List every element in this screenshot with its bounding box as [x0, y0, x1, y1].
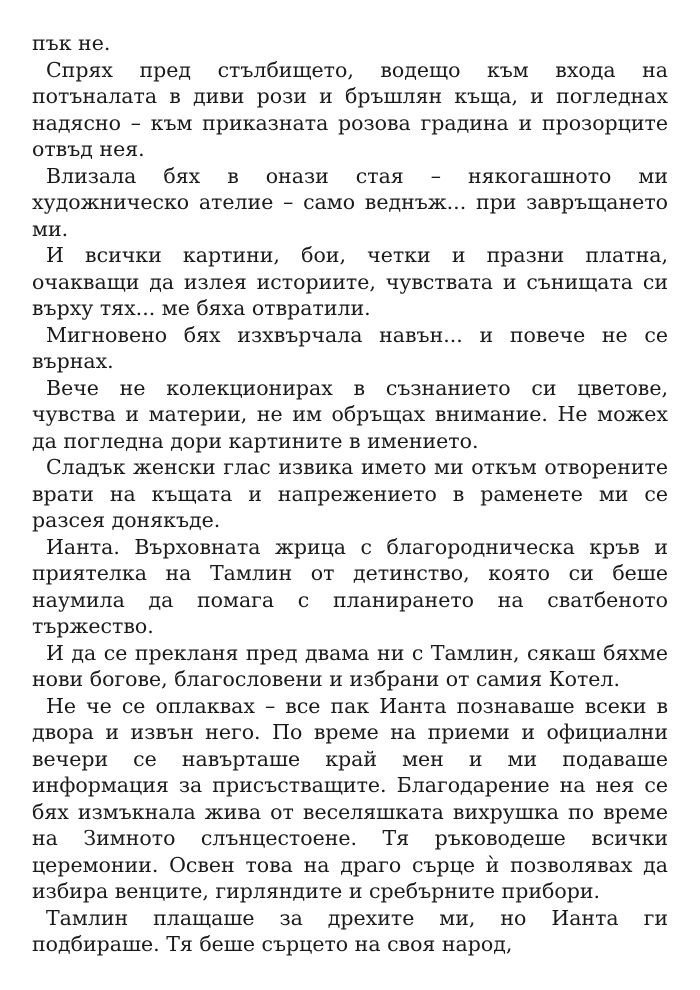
- paragraph: Мигновено бях изхвърчала навън... и повече не се върнах.: [32, 322, 668, 373]
- paragraph: Вече не колекционирах в съзнанието си цветове, чувства и материи, не им обръщах внимание. Не можех да погледна дори картините в имението.: [32, 375, 668, 453]
- paragraph: Тамлин плащаше за дрехите ми, но Ианта ги подбираше. Тя беше сърцето на своя народ,: [32, 905, 668, 956]
- paragraph: Сладък женски глас извика името ми откъм отворените врати на къщата и напрежението в раменете ми се разсея донякъде.: [32, 455, 668, 532]
- paragraph: Ианта. Върховната жрица с благородническа кръв и приятелка на Тамлин от детинство, която си беше наумила да помага с планирането на сватбеното тържество.: [32, 534, 668, 638]
- paragraph: Спрях пред стълбището, водещо към входа на потъналата в диви рози и бръшлян къща, и погледнах надясно – към приказната розова градина и прозорците отвъд нея.: [32, 57, 668, 161]
- paragraph-continuation: пък не.: [32, 31, 111, 55]
- book-page: [32, 30, 668, 958]
- paragraph: Влизала бях в онази стая – някогашното ми художническо ателие – само веднъж... при завръщането ми.: [32, 163, 668, 241]
- paragraph: Не че се оплаквах – все пак Ианта познаваше всеки в двора и извън него. По време на приеми и официални вечери се навърташе край мен и ми подаваше информация за присъстващите. Благодарение на нея се бях измъкнала жива от веселяшката вихрушка по време на Зимното слънцестоене. Тя ръководеше всички церемонии. Освен това на драго сърце ѝ позволявах да избира венците, гирляндите и сребърните прибори.: [32, 693, 668, 903]
- paragraph: И всички картини, бои, четки и празни платна, очакващи да излея историите, чувствата и сънищата си върху тях... ме бяха отвратили.: [32, 243, 668, 320]
- paragraph: И да се прекланя пред двама ни с Тамлин, сякаш бяхме нови богове, благословени и избрани от самия Котел.: [32, 640, 668, 691]
